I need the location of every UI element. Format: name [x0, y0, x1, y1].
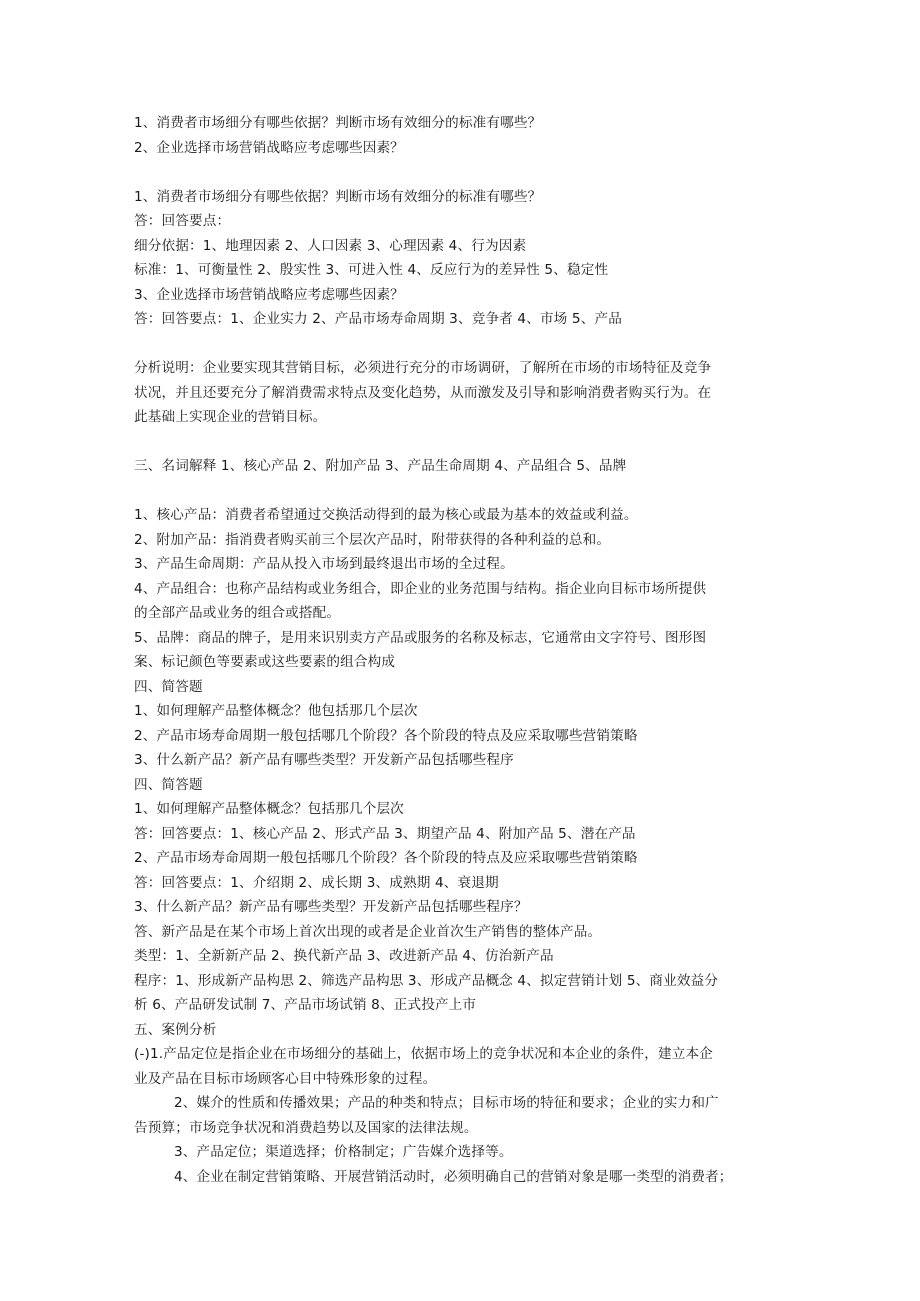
- text-line: 答：回答要点：1、核心产品 2、形式产品 3、期望产品 4、附加产品 5、潜在产品: [134, 825, 636, 842]
- text-line: 类型：1、全新新产品 2、换代新产品 3、改进新产品 4、仿治新产品: [134, 948, 554, 964]
- section-heading: 四、简答题: [134, 678, 203, 695]
- text-line: 2、附加产品：指消费者购买前三个层次产品时，附带获得的各种利益的总和。: [134, 531, 611, 548]
- text-line: 程序：1、形成新产品构思 2、筛选产品构思 3、形成产品概念 4、拟定营销计划 5、商业效益分: [134, 972, 719, 989]
- text-line: 2、企业选择市场营销战略应考虑哪些因素？: [134, 139, 404, 156]
- text-line: 4、企业在制定营销策略、开展营销活动时，必须明确自己的营销对象是哪一类型的消费者；: [174, 1168, 733, 1185]
- text-line: 细分依据：1、地理因素 2、人口因素 3、心理因素 4、行为因素: [134, 237, 527, 254]
- section-heading: 三、名词解释 1、核心产品 2、附加产品 3、产品生命周期 4、产品组合 5、品牌: [134, 458, 627, 474]
- blank-line: [134, 332, 794, 357]
- text-line: 3、产品生命周期：产品从投入市场到最终退出市场的全过程。: [134, 556, 514, 572]
- text-line: 分析说明：企业要实现其营销目标，必须进行充分的市场调研，了解所在市场的市场特征及竞争: [134, 360, 712, 376]
- text-line: 的全部产品或业务的组合或搭配。: [134, 605, 341, 621]
- text-line: 标准：1、可衡量性 2、殷实性 3、可进入性 4、反应行为的差异性 5、稳定性: [134, 262, 609, 278]
- text-line: (-)1.产品定位是指企业在市场细分的基础上，依据市场上的竞争状况和本企业的条件，建立本企: [134, 1046, 713, 1062]
- text-line: 答：回答要点：1、企业实力 2、产品市场寿命周期 3、竞争者 4、市场 5、产品: [134, 311, 622, 327]
- text-line: 此基础上实现企业的营销目标。: [134, 409, 327, 425]
- text-line: 3、什么新产品？新产品有哪些类型？开发新产品包括哪些程序？: [134, 899, 528, 915]
- text-line: 3、什么新产品？新产品有哪些类型？开发新产品包括哪些程序: [134, 752, 514, 768]
- text-line: 2、媒介的性质和传播效果；产品的种类和特点；目标市场的特征和要求；企业的实力和广: [174, 1095, 719, 1111]
- text-line: 3、产品定位；渠道选择；价格制定；广告媒介选择等。: [174, 1144, 513, 1160]
- blank-line: [134, 430, 794, 455]
- text-line: 析 6、产品研发试制 7、产品市场试销 8、正式投产上市: [134, 997, 477, 1013]
- blank-line: [134, 160, 794, 185]
- text-line: 1、消费者市场细分有哪些依据？判断市场有效细分的标准有哪些？: [134, 115, 542, 131]
- text-line: 1、消费者市场细分有哪些依据？判断市场有效细分的标准有哪些？: [134, 188, 542, 205]
- text-line: 答：回答要点：1、介绍期 2、成长期 3、成熟期 4、衰退期: [134, 874, 499, 891]
- section-heading: 五、案例分析: [134, 1021, 217, 1038]
- text-line: 4、产品组合：也称产品结构或业务组合，即企业的业务范围与结构。指企业向目标市场所提供: [134, 580, 707, 597]
- blank-line: [134, 479, 794, 504]
- text-line: 1、核心产品：消费者希望通过交换活动得到的最为核心或最为基本的效益或利益。: [134, 507, 638, 523]
- text-line: 1、如何理解产品整体概念？他包括那几个层次: [134, 703, 418, 719]
- text-line: 答、新产品是在某个市场上首次出现的或者是企业首次生产销售的整体产品。: [134, 923, 602, 940]
- text-line: 状况，并且还要充分了解消费需求特点及变化趋势，从而激发及引导和影响消费者购买行为。在: [134, 384, 712, 401]
- text-line: 3、企业选择市场营销战略应考虑哪些因素？: [134, 286, 404, 303]
- text-line: 答：回答要点：: [134, 213, 231, 229]
- text-line: 告预算；市场竞争状况和消费趋势以及国家的法律法规。: [134, 1119, 478, 1136]
- text-line: 2、产品市场寿命周期一般包括哪几个阶段？各个阶段的特点及应采取哪些营销策略: [134, 727, 638, 744]
- section-heading: 四、简答题: [134, 776, 203, 793]
- text-line: 1、如何理解产品整体概念？包括那几个层次: [134, 801, 404, 817]
- text-line: 业及产品在目标市场顾客心目中特殊形象的过程。: [134, 1070, 437, 1087]
- text-line: 5、品牌：商品的牌子，是用来识别卖方产品或服务的名称及标志，它通常由文字符号、图形图: [134, 629, 707, 646]
- text-line: 案、标记颜色等要素或这些要素的组合构成: [134, 654, 396, 670]
- text-line: 2、产品市场寿命周期一般包括哪几个阶段？各个阶段的特点及应采取哪些营销策略: [134, 850, 638, 866]
